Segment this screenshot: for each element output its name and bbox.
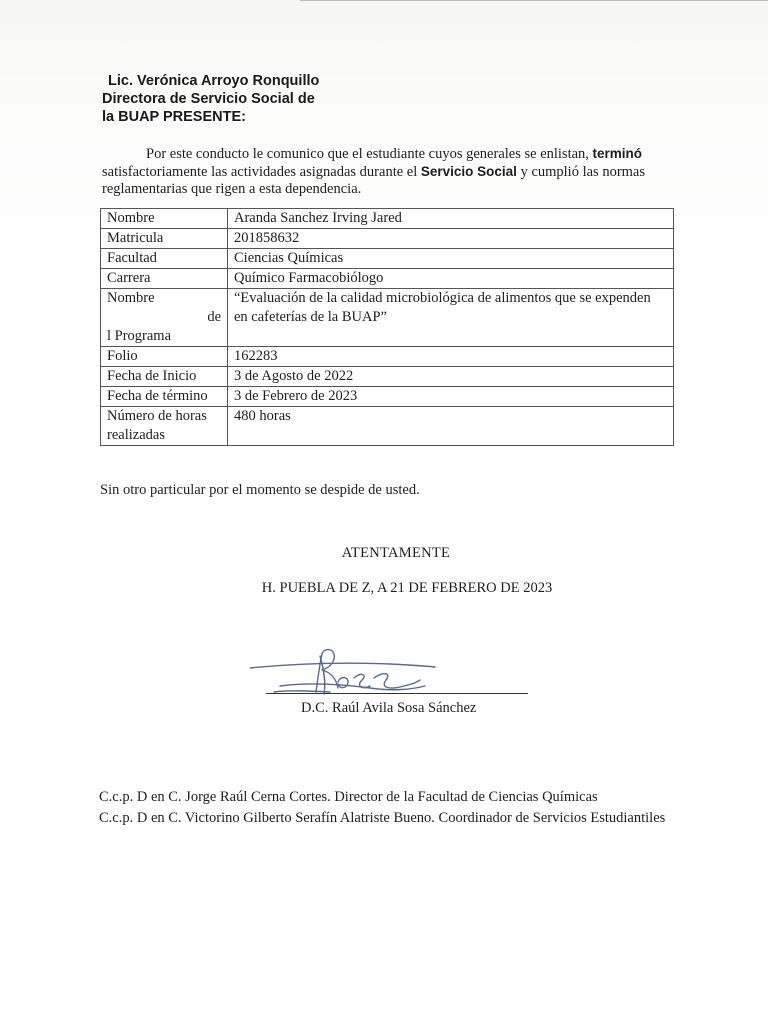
row-label <box>101 289 228 347</box>
intro-bold-social-service: Servicio Social <box>420 164 517 179</box>
program-title-line-2: en cafeterías de la BUAP” <box>234 309 387 325</box>
intro-text: satisfactoriamente las actividades asignadas durante el <box>102 164 421 180</box>
intro-line-3: reglamentarias que rigen a esta dependencia. <box>102 181 362 197</box>
row-label: Fecha de Inicio <box>101 367 228 387</box>
addressee-title: Directora de Servicio Social de <box>102 91 315 107</box>
table-row <box>101 229 674 249</box>
addressee-block <box>102 72 319 126</box>
row-value: 3 de Febrero de 2023 <box>228 387 674 407</box>
intro-line-2 <box>102 163 678 181</box>
row-value <box>228 289 674 347</box>
row-value: Ciencias Químicas <box>228 249 674 269</box>
row-value: 162283 <box>228 347 674 367</box>
table-row <box>101 367 674 387</box>
page-edge <box>300 0 768 1</box>
table-row <box>101 249 674 269</box>
program-label-top: Nombre <box>107 290 155 306</box>
table-row <box>101 209 674 229</box>
row-value: Aranda Sanchez Irving Jared <box>228 209 674 229</box>
addressee-institution: la BUAP PRESENTE: <box>102 109 246 125</box>
program-title-line-1: “Evaluación de la calidad microbiológica de alimentos que se expenden <box>234 290 651 306</box>
hours-label-line-2: realizadas <box>107 427 165 443</box>
hours-label-line-1: Número de horas <box>107 408 207 424</box>
student-info-table <box>100 208 674 446</box>
signer-name: D.C. Raúl Avila Sosa Sánchez <box>301 700 477 716</box>
sign-off: ATENTAMENTE <box>341 545 451 561</box>
closing-sentence: Sin otro particular por el momento se despide de usted. <box>100 482 420 498</box>
row-value: 3 de Agosto de 2022 <box>228 367 674 387</box>
table-row <box>101 387 674 407</box>
row-value: 480 horas <box>228 407 674 446</box>
row-label: Folio <box>101 347 228 367</box>
intro-paragraph <box>102 145 678 198</box>
row-label: Nombre <box>101 209 228 229</box>
row-value: Químico Farmacobiólogo <box>228 269 674 289</box>
table-row <box>101 407 674 446</box>
carbon-copy-line: C.c.p. D en C. Victorino Gilberto Serafín Alatriste Bueno. Coordinador de Servicios Estudiantiles <box>99 810 666 826</box>
table-row <box>101 347 674 367</box>
place-and-date: H. PUEBLA DE Z, A 21 DE FEBRERO DE 2023 <box>261 580 553 596</box>
row-value: 201858632 <box>228 229 674 249</box>
table-row-program <box>101 289 674 347</box>
row-label: Matricula <box>101 229 228 249</box>
intro-text: y cumplió las normas <box>516 164 646 180</box>
program-label-bottom: l Programa <box>107 328 172 344</box>
row-label: Fecha de término <box>101 387 228 407</box>
intro-text: Por este conducto le comunico que el estudiante cuyos generales se enlistan, <box>146 146 593 162</box>
intro-line-1 <box>102 145 678 163</box>
intro-bold-terminated: terminó <box>592 146 643 161</box>
row-label: Carrera <box>101 269 228 289</box>
signature-line <box>266 693 528 694</box>
table-row <box>101 269 674 289</box>
row-label: Facultad <box>101 249 228 269</box>
carbon-copy-list <box>99 787 665 829</box>
carbon-copy-line: C.c.p. D en C. Jorge Raúl Cerna Cortes. Director de la Facultad de Ciencias Químicas <box>99 789 598 805</box>
row-label <box>101 407 228 446</box>
addressee-name: Lic. Verónica Arroyo Ronquillo <box>108 73 320 89</box>
program-label-mid: de <box>207 309 221 325</box>
